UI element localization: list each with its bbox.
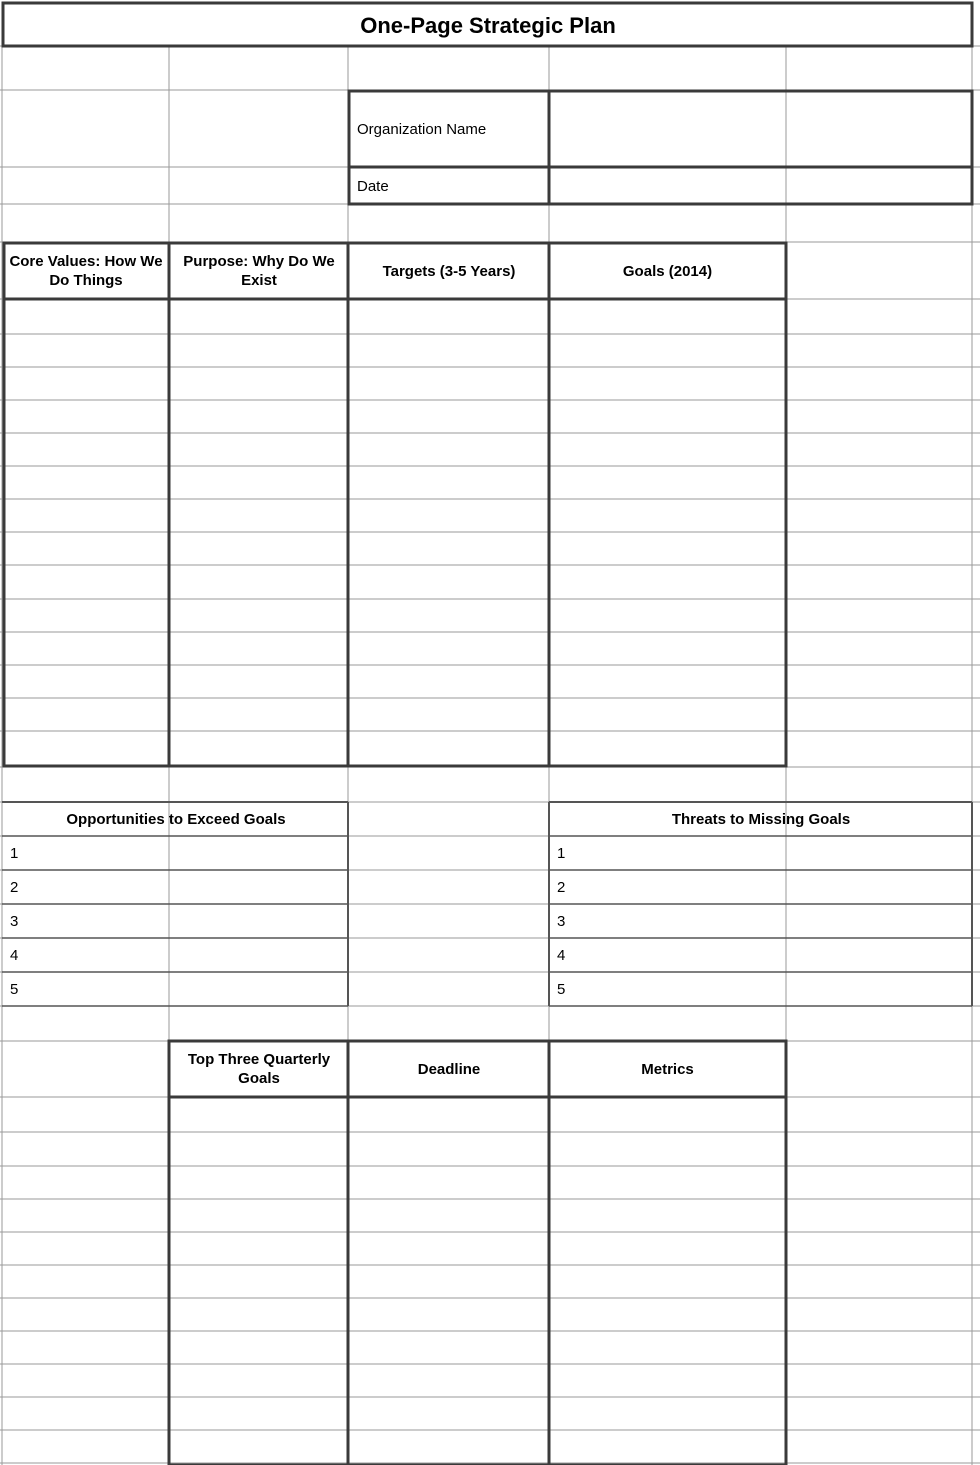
header-goals: Goals (2014) [622, 262, 713, 280]
date-field[interactable] [550, 168, 970, 204]
threat-number: 2 [557, 878, 566, 896]
main-table-border [4, 243, 786, 766]
opportunity-number: 1 [10, 844, 19, 862]
header-deadline: Deadline [417, 1060, 481, 1078]
organization-name-field[interactable] [550, 92, 970, 166]
opportunity-number: 4 [10, 946, 19, 964]
header-quarterly-goals: Top Three Quarterly Goals [187, 1051, 331, 1087]
threats-heading: Threats to Missing Goals [671, 810, 851, 828]
header-core-values: Core Values: How We Do Things [9, 253, 163, 289]
organization-name-label: Organization Name [357, 120, 487, 138]
threat-number: 5 [557, 980, 566, 998]
opportunity-number: 3 [10, 912, 19, 930]
page-title: One-Page Strategic Plan [360, 12, 616, 38]
quarterly-table-border [169, 1041, 786, 1465]
opportunities-heading: Opportunities to Exceed Goals [66, 810, 286, 828]
header-metrics: Metrics [641, 1060, 694, 1078]
threat-number: 4 [557, 946, 566, 964]
opportunity-number: 5 [10, 980, 19, 998]
threat-number: 1 [557, 844, 566, 862]
threat-number: 3 [557, 912, 566, 930]
header-targets: Targets (3-5 Years) [382, 262, 516, 280]
opportunity-number: 2 [10, 878, 19, 896]
date-label: Date [357, 177, 389, 195]
header-purpose: Purpose: Why Do We Exist [183, 253, 335, 289]
